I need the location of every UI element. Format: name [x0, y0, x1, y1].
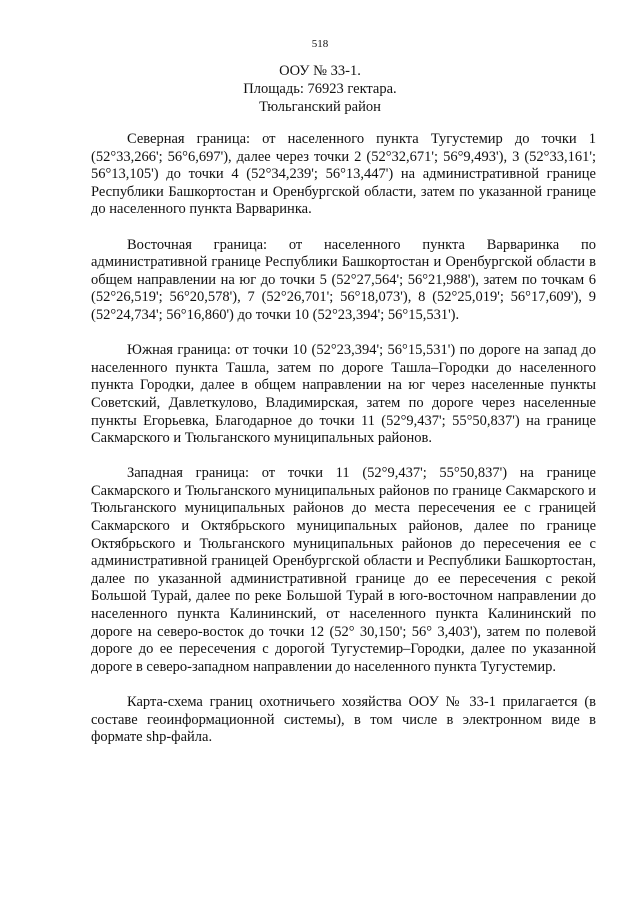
page-number: 518	[311, 38, 329, 50]
heading-area-id: ООУ № 33-1.	[279, 63, 361, 79]
paragraph-map-note: Карта-схема границ охотничьего хозяйства ООУ № 33-1 прилагается (в составе геоинформационной системы), в том числе в электронном виде в формате shp-файла.	[91, 694, 596, 746]
paragraph-north-border: Северная граница: от населенного пункта Тугустемир до точки 1 (52°33,266'; 56°6,697'), далее через точки 2 (52°32,671'; 56°9,493'), 3 (52°33,161'; 56°13,105') до точки 4 (52°34,239'; 56°13,447') на административной границе Республики Башкортостан и Оренбургской области, затем по указанной границе до населенного пункта Варваринка.	[91, 131, 596, 218]
document-body	[91, 131, 596, 764]
paragraph-south-border: Южная граница: от точки 10 (52°23,394'; 56°15,531') по дороге на запад до населенного пункта Ташла, затем по дороге Ташла–Городки до населенного пункта Городки, далее в общем направлении на юг через населенные пункты Советский, Давлеткулово, Владимирская, затем по дороге через населенные пункты Егорьевка, Благодарное до точки 11 (52°9,437'; 55°50,837') на границе Сакмарского и Тюльганского муниципальных районов.	[91, 342, 596, 447]
paragraph-east-border: Восточная граница: от населенного пункта Варваринка по административной границе Республики Башкортостан и Оренбургской области в общем направлении на юг до точки 5 (52°27,564'; 56°21,988'), затем по точкам 6 (52°26,519'; 56°20,578'), 7 (52°26,701'; 56°18,073'), 8 (52°25,019'; 56°17,609'), 9 (52°24,734'; 56°16,860') до точки 10 (52°23,394'; 56°15,531').	[91, 236, 596, 323]
paragraph-west-border: Западная граница: от точки 11 (52°9,437'; 55°50,837') на границе Сакмарского и Тюльганского муниципальных районов по границе Сакмарского и Тюльганского муниципальных районов до места пересечения ее с границей Сакмарского и Октябрьского муниципальных районов, далее по границе Октябрьского и Тюльганского муниципальных районов до пересечения ее с административной границей Оренбургской области и Республики Башкортостан, далее по указанной административной границе до ее пересечения с рекой Большой Турай, далее по реке Большой Турай в юго-восточном направлении до населенного пункта Калининский, от населенного пункта Калининский по дороге на северо-восток до точки 12 (52° 30,150'; 56° 3,403'), затем по полевой дороге до ее пересечения с дорогой Тугустемир–Городки, далее по указанной дороге в северо-западном направлении до населенного пункта Тугустемир.	[91, 465, 596, 675]
heading-area-size: Площадь: 76923 гектара.	[243, 81, 397, 97]
heading-district: Тюльганский район	[259, 99, 381, 115]
document-heading	[0, 62, 640, 116]
